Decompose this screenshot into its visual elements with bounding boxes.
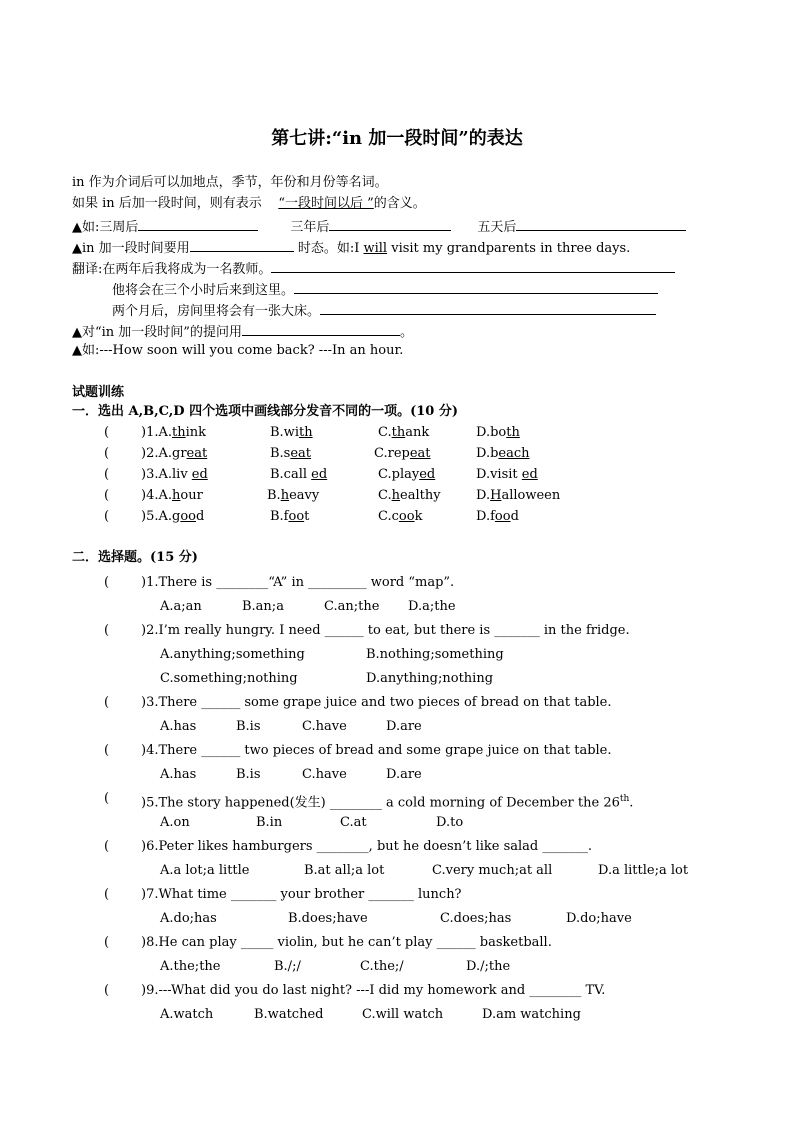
answer-paren[interactable]: ( — [104, 839, 110, 854]
option-d — [476, 445, 530, 463]
answer-blank[interactable] — [329, 216, 451, 231]
answer-option[interactable]: D.are — [386, 767, 422, 782]
option-d-text: D.food — [476, 509, 519, 524]
option-c-text: C.cook — [378, 509, 423, 524]
question-stem: )4.There ______ two pieces of bread and some grape juice on that table. — [141, 743, 612, 758]
answer-blank[interactable] — [516, 216, 686, 231]
answer-paren[interactable]: ( — [104, 791, 110, 806]
page-title: 第七讲:“in 加一段时间”的表达 — [271, 128, 523, 149]
intro-line-7 — [112, 300, 656, 321]
answer-option[interactable]: D./;the — [466, 959, 511, 974]
option-d — [476, 508, 519, 526]
option-c — [378, 487, 441, 505]
answer-option[interactable]: A.do;has — [160, 911, 217, 926]
intro-line-4-c: visit my grandparents in three days. — [391, 241, 631, 256]
answer-option[interactable]: A.a;an — [160, 599, 202, 614]
answer-paren[interactable]: ( — [104, 575, 110, 590]
answer-paren[interactable]: ( — [104, 467, 110, 482]
section2-heading: 二．选择题。(15 分) — [72, 550, 198, 565]
answer-paren[interactable]: ( — [104, 983, 110, 998]
answer-paren[interactable]: ( — [104, 887, 110, 902]
option-b-text: B.heavy — [267, 488, 320, 503]
option-a — [141, 508, 204, 526]
answer-paren[interactable]: ( — [104, 446, 110, 461]
intro-line-8-a: ▲对“in 加一段时间”的提问用 — [72, 325, 242, 340]
answer-option[interactable]: B.watched — [254, 1007, 324, 1022]
option-a — [141, 424, 206, 442]
answer-blank[interactable] — [138, 216, 258, 231]
option-d-text: D.both — [476, 425, 520, 440]
answer-paren[interactable]: ( — [104, 425, 110, 440]
answer-option[interactable]: C.will watch — [362, 1007, 444, 1022]
answer-option[interactable]: C.have — [302, 767, 347, 782]
intro-line-2 — [72, 195, 426, 213]
option-c-text: C.played — [378, 467, 436, 482]
intro-line-7-text: 两个月后，房间里将会有一张大床。 — [112, 304, 321, 319]
answer-option[interactable]: C.something;nothing — [160, 671, 298, 686]
option-d — [476, 466, 538, 484]
answer-option[interactable]: D.do;have — [566, 911, 632, 926]
answer-blank[interactable] — [242, 321, 400, 336]
answer-blank[interactable] — [190, 237, 294, 252]
question-stem: )1.There is ________“A” in _________ word “map”. — [141, 575, 455, 590]
option-c-text: C.thank — [378, 425, 430, 440]
question-stem: )3.There ______ some grape juice and two pieces of bread on that table. — [141, 695, 612, 710]
intro-line-3-b: 三年后 — [290, 220, 330, 235]
answer-option[interactable]: D.a;the — [408, 599, 456, 614]
intro-line-6 — [112, 279, 658, 300]
intro-line-8 — [72, 321, 413, 342]
option-c — [374, 445, 431, 463]
option-b-text: B.call ed — [270, 467, 328, 482]
option-a-text: )5.A.good — [141, 509, 205, 524]
option-d-text: D.beach — [476, 446, 530, 461]
intro-line-3-c: 五天后 — [477, 220, 517, 235]
intro-line-8-b: 。 — [399, 325, 413, 340]
intro-line-4 — [72, 237, 630, 258]
option-c — [378, 424, 429, 442]
option-a-text: )2.A.great — [141, 446, 208, 461]
answer-blank[interactable] — [271, 258, 675, 273]
answer-option[interactable]: A.on — [160, 815, 190, 830]
answer-option[interactable]: C.the;/ — [360, 959, 404, 974]
answer-option[interactable]: B.at all;a lot — [304, 863, 385, 878]
option-b-text: B.with — [270, 425, 313, 440]
option-c-text: C.repeat — [374, 446, 431, 461]
option-b — [270, 445, 311, 463]
intro-line-9: ▲如:---How soon will you come back? ---In an hour. — [72, 343, 404, 358]
option-d — [476, 424, 520, 442]
intro-line-6-text: 他将会在三个小时后来到这里。 — [112, 283, 295, 298]
answer-option[interactable]: A.has — [160, 767, 197, 782]
answer-paren[interactable]: ( — [104, 623, 110, 638]
option-a — [141, 466, 208, 484]
intro-line-2-end: 的含义。 — [373, 196, 426, 211]
option-a-text: )1.A.think — [141, 425, 207, 440]
answer-option[interactable]: B./;/ — [274, 959, 301, 974]
answer-option[interactable]: C.at — [340, 815, 367, 830]
answer-option[interactable]: A.anything;something — [160, 647, 305, 662]
answer-blank[interactable] — [320, 300, 656, 315]
option-d-text: D.visit ed — [476, 467, 538, 482]
answer-paren[interactable]: ( — [104, 695, 110, 710]
practice-heading: 试题训练 — [72, 385, 125, 400]
answer-option[interactable]: D.a little;a lot — [598, 863, 689, 878]
option-b — [270, 508, 309, 526]
answer-option[interactable]: B.an;a — [242, 599, 284, 614]
intro-line-5 — [72, 258, 675, 279]
answer-option[interactable]: A.a lot;a little — [160, 863, 250, 878]
answer-option[interactable]: D.am watching — [482, 1007, 581, 1022]
option-d — [476, 487, 560, 505]
answer-option[interactable]: B.does;have — [288, 911, 368, 926]
answer-option[interactable]: C.have — [302, 719, 347, 734]
intro-line-4-b: 时态。如:I — [297, 241, 360, 256]
question-stem: )5.The story happened(发生) ________ a cold morning of December the 26th. — [141, 794, 634, 811]
answer-option[interactable]: B.is — [236, 767, 261, 782]
option-a — [141, 445, 207, 463]
answer-option[interactable]: D.anything;nothing — [366, 671, 494, 686]
option-c — [378, 508, 422, 526]
option-b — [270, 466, 327, 484]
answer-paren[interactable]: ( — [104, 488, 110, 503]
answer-option[interactable]: B.in — [256, 815, 283, 830]
answer-paren[interactable]: ( — [104, 509, 110, 524]
answer-option[interactable]: A.has — [160, 719, 197, 734]
intro-line-2-underlined: “一段时间以后 ” — [278, 196, 374, 211]
option-a-text: )4.A.hour — [141, 488, 203, 503]
section1-heading: 一．选出 A,B,C,D 四个选项中画线部分发音不同的一项。(10 分) — [72, 404, 459, 419]
question-stem: )2.I’m really hungry. I need ______ to eat, but there is _______ in the fridge. — [141, 623, 630, 638]
intro-line-4-underlined: will — [363, 241, 388, 256]
option-c — [378, 466, 435, 484]
intro-line-5-text: 翻译:在两年后我将成为一名教师。 — [72, 262, 272, 277]
option-b — [270, 424, 313, 442]
option-d-text: D.Halloween — [476, 488, 561, 503]
answer-option[interactable]: D.to — [436, 815, 464, 830]
option-c-text: C.healthy — [378, 488, 441, 503]
answer-option[interactable]: B.nothing;something — [366, 647, 504, 662]
intro-line-1: in 作为介词后可以加地点，季节，年份和月份等名词。 — [72, 175, 388, 190]
option-a — [141, 487, 203, 505]
question-stem: )6.Peter likes hamburgers ________, but he doesn’t like salad _______. — [141, 839, 593, 854]
answer-paren[interactable]: ( — [104, 935, 110, 950]
answer-option[interactable]: B.is — [236, 719, 261, 734]
question-stem: )9.---What did you do last night? ---I did my homework and ________ TV. — [141, 983, 606, 998]
answer-option[interactable]: A.watch — [160, 1007, 214, 1022]
answer-blank[interactable] — [294, 279, 658, 294]
option-b-text: B.foot — [270, 509, 310, 524]
intro-line-3 — [72, 216, 686, 237]
question-stem: )7.What time _______ your brother _______ lunch? — [141, 887, 462, 902]
answer-option[interactable]: D.are — [386, 719, 422, 734]
question-stem: )8.He can play _____ violin, but he can’t play ______ basketball. — [141, 935, 552, 950]
answer-option[interactable]: C.does;has — [440, 911, 512, 926]
option-a-text: )3.A.liv ed — [141, 467, 208, 482]
answer-option[interactable]: C.very much;at all — [432, 863, 553, 878]
option-b — [267, 487, 319, 505]
answer-option[interactable]: A.the;the — [160, 959, 221, 974]
option-b-text: B.seat — [270, 446, 312, 461]
intro-line-2-text: 如果 in 后加一段时间，则有表示 — [72, 196, 262, 211]
answer-paren[interactable]: ( — [104, 743, 110, 758]
answer-option[interactable]: C.an;the — [324, 599, 380, 614]
intro-line-3-a: ▲如:三周后 — [72, 220, 139, 235]
intro-line-4-a: ▲in 加一段时间要用 — [72, 241, 190, 256]
